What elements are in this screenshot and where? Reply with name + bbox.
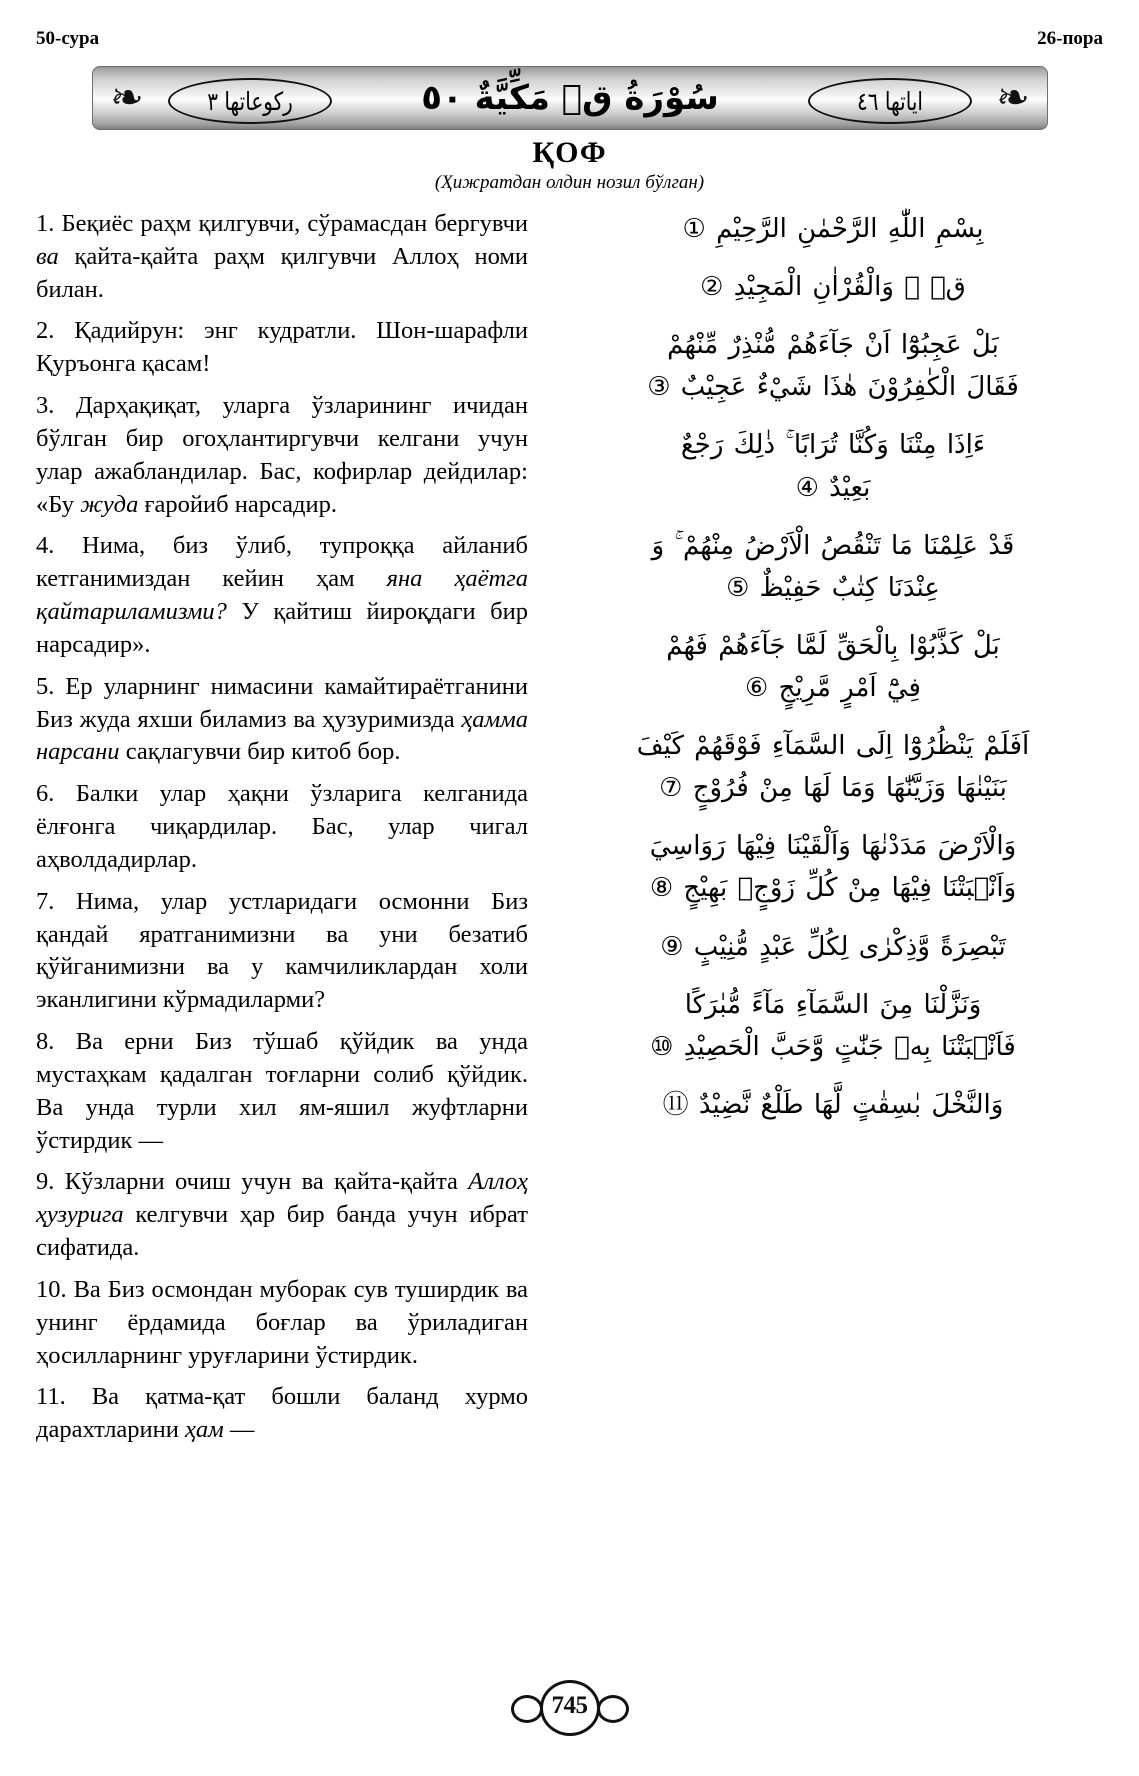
translation-verse: 2. Қадийрун: энг кудратли. Шон-шарафли Қуръонга қасам!	[36, 317, 528, 378]
arabic-ayah-line: اَفَلَمْ يَنْظُرُوْٓا اِلَى السَّمَآءِ فَوْقَهُمْ كَيْفَ	[636, 731, 1030, 762]
folio-lobe-left-icon	[511, 1695, 543, 1723]
arabic-ayah-block	[563, 725, 1103, 809]
arabic-ayah-block	[563, 625, 1103, 709]
arabic-ayah-line: بِسْمِ اللّٰهِ الرَّحْمٰنِ الرَّحِيْمِ ①	[682, 214, 984, 244]
arabic-ayah-block	[563, 1084, 1103, 1126]
ornament-left-icon: ❧	[110, 75, 144, 121]
ayah-count-label: اياتها ٤٦	[857, 86, 923, 116]
arabic-ayah-line: وَالْاَرْضَ مَدَدْنٰهَا وَاَلْقَيْنَا فِيْهَا رَوَاسِيَ	[649, 831, 1017, 862]
translation-verse: 3. Дарҳақиқат, уларга ўзларининг ичидан бўлган бир огоҳлантиргувчи келгани учун улар ажабландилар. Бас, кофирлар дейдилар: «Бу жуда ғаройиб нарсадир.	[36, 392, 528, 518]
translation-verse: 7. Нима, улар устларидаги осмонни Биз қандай яратганимизни ва уни безатиб қўйганимизни ва у камчиликлардан холи эканлигини кўрмадиларми?	[36, 887, 528, 1014]
running-head	[36, 28, 1103, 54]
arabic-ayah-line: ءَاِذَا مِتْنَا وَكُنَّا تُرَابًا ۚ ذٰلِكَ رَجْعٌ	[680, 430, 986, 461]
arabic-ayah-line: فَاَنْۢبَتْنَا بِهٖ جَنّٰتٍ وَّحَبَّ الْحَصِيْدِ ⑩	[650, 1031, 1016, 1062]
folio-ornament-icon	[511, 1679, 629, 1733]
translation-verse: 11. Ва қатма-қат бошли баланд хурмо дарахтларини ҳам —	[36, 1383, 528, 1444]
arabic-ayah-line: بَلْ كَذَّبُوْا بِالْحَقِّ لَمَّا جَآءَهُمْ فَهُمْ	[666, 630, 1000, 661]
arabic-ayah-block	[563, 324, 1103, 408]
arabic-ayah-line: بَلْ عَجِبُوْٓا اَنْ جَآءَهُمْ مُّنْذِرٌ مِّنْهُمْ	[667, 330, 999, 361]
arabic-ayah-line: وَالنَّخْلَ بٰسِقٰتٍ لَّهَا طَلْعٌ نَّضِيْدٌ ⑪	[662, 1089, 1004, 1120]
arabic-ayah-line: وَاَنْۢبَتْنَا فِيْهَا مِنْ كُلِّ زَوْجٍۢ بَهِيْجٍ ⑧	[649, 873, 1017, 904]
arabic-ayah-line: وَنَزَّلْنَا مِنَ السَّمَآءِ مَآءً مُّبٰرَكًا	[684, 989, 982, 1020]
arabic-ayah-block	[563, 525, 1103, 609]
translation-column	[36, 208, 528, 1456]
arabic-ayah-block	[563, 266, 1103, 308]
translation-verse: 1. Беқиёс раҳм қилгувчи, сўрамасдан бергувчи ва қайта-қайта раҳм қилгувчи Аллоҳ номи билан.	[36, 210, 528, 303]
ayah-count-badge	[808, 78, 972, 124]
surah-banner-inner	[92, 66, 1048, 130]
arabic-ayah-line: فَقَالَ الْكٰفِرُوْنَ هٰذَا شَيْءٌ عَجِيْبٌ ③	[647, 372, 1019, 403]
folio-lobe-right-icon	[597, 1695, 629, 1723]
running-head-juz: 26-пора	[1037, 28, 1103, 49]
arabic-ayah-block	[563, 984, 1103, 1068]
translation-verse: 4. Нима, биз ўлиб, тупроққа айланиб кетганимиздан кейин ҳам яна ҳаётга қайтариламизми? У қайтиш йироқдаги бир нарсадир».	[36, 532, 528, 658]
running-head-surah: 50-сура	[36, 28, 100, 49]
folio	[0, 1676, 1139, 1736]
arabic-ayah-line: تَبْصِرَةً وَّذِكْرٰى لِكُلِّ عَبْدٍ مُّنِيْبٍ ⑨	[660, 931, 1006, 962]
translation-verse: 10. Ва Биз осмондан муборак сув туширдик ва унинг ёрдамида боғлар ва ўриладиган ҳосилларнинг уруғларини ўстирдик.	[36, 1275, 528, 1369]
translation-verse: 9. Кўзларни очиш учун ва қайта-қайта Аллоҳ ҳузурига келгувчи ҳар бир банда учун ибрат сифатида.	[36, 1168, 528, 1262]
translation-verse: 6. Балки улар ҳақни ўзларига келганида ёлғонга чиқардилар. Бас, улар чигал аҳволдадирлар.	[36, 780, 528, 873]
arabic-ayah-line: بَنَيْنٰهَا وَزَيَّنّٰهَا وَمَا لَهَا مِنْ فُرُوْجٍ ⑦	[659, 773, 1007, 804]
translation-verse: 5. Ер уларнинг нимасини камайтираётганини Биз жуда яхши биламиз ва ҳузуримизда ҳамма нарсани сақлагувчи бир китоб бор.	[36, 672, 528, 766]
arabic-ayah-line: قۤ ۚ وَالْقُرْاٰنِ الْمَجِيْدِ ②	[700, 272, 966, 303]
page-number: 745	[551, 1692, 588, 1719]
arabic-ayah-block	[563, 208, 1103, 250]
surah-name: ҚОФ	[532, 136, 607, 169]
translation-verse: 8. Ва ерни Биз тўшаб қўйдик ва унда мустаҳкам қадалган тоғларни солиб қўйдик. Ва унда турли хил ям-яшил жуфтларни ўстирдик —	[36, 1028, 528, 1154]
surah-subtitle: (Ҳижратдан олдин нозил бўлган)	[434, 172, 705, 193]
arabic-ayah-line: بَعِيْدٌ ④	[795, 472, 871, 503]
arabic-ayah-line: قَدْ عَلِمْنَا مَا تَنْقُصُ الْاَرْضُ مِنْهُمْ ۚ وَ	[651, 530, 1015, 561]
body-columns	[36, 208, 1103, 1638]
arabic-ayah-line: عِنْدَنَا كِتٰبٌ حَفِيْظٌ ⑤	[726, 572, 940, 603]
surah-banner-title: سُوْرَةُ قۤ مَكِّيَّةٌ ٥٠	[421, 78, 719, 118]
arabic-ayah-block	[563, 926, 1103, 968]
surah-banner	[92, 66, 1048, 130]
ornament-right-icon: ❧	[996, 75, 1030, 121]
arabic-column	[563, 208, 1103, 1142]
arabic-ayah-block	[563, 424, 1103, 508]
arabic-ayah-block	[563, 825, 1103, 909]
rukus-badge-label: ركوعاتها ٣	[207, 86, 293, 116]
arabic-ayah-line: فِيْٓ اَمْرٍ مَّرِيْجٍ ⑥	[745, 672, 921, 703]
